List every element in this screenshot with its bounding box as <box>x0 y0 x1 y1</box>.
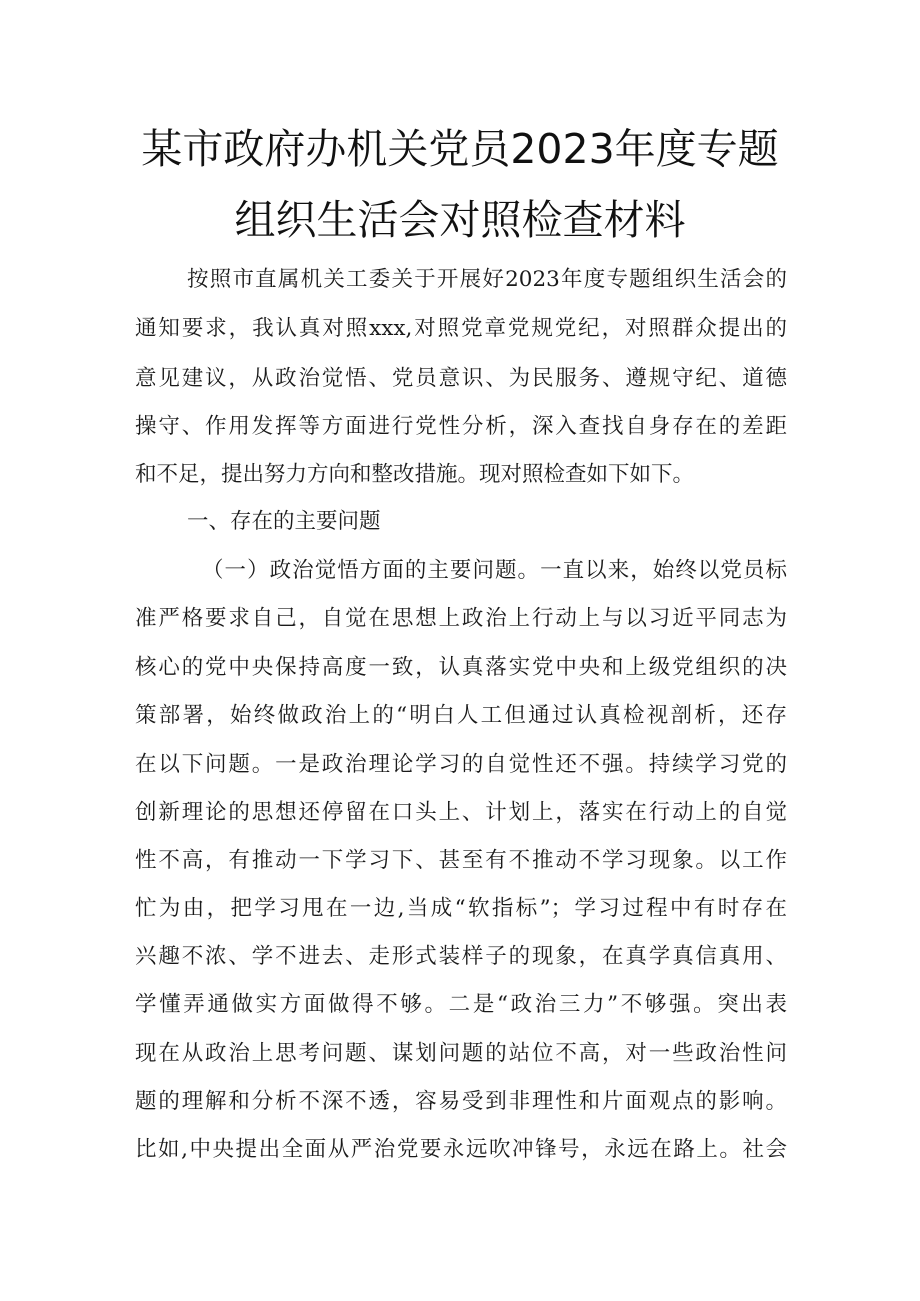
paragraph-2-line: （一）政治觉悟方面的主要问题。一直以来，始终以党员标 <box>202 558 787 583</box>
paragraph-1-line: 操守、作用发挥等方面进行党性分析，深入查找自身存在的差距 <box>135 414 787 439</box>
paragraph-2-line: 兴趣不浓、学不进去、走形式装样子的现象，在真学真信真用、 <box>135 944 787 969</box>
paragraph-2-line: 题的理解和分析不深不透，容易受到非理性和片面观点的影响。 <box>135 1089 787 1114</box>
paragraph-2-line: 策部署，始终做政治上的“明白人工但通过认真检视剖析，还存 <box>135 703 787 728</box>
paragraph-2-line: 准严格要求自己，自觉在思想上政治上行动上与以习近平同志为 <box>135 606 787 631</box>
document-title-line-1: 某市政府办机关党员2023年度专题 <box>141 125 779 173</box>
paragraph-2-line: 现在从政治上思考问题、谋划问题的站位不高，对一些政治性问 <box>135 1041 787 1066</box>
document-title-line-2: 组织生活会对照检查材料 <box>234 196 686 244</box>
paragraph-2-line: 在以下问题。一是政治理论学习的自觉性还不强。持续学习党的 <box>135 752 787 777</box>
paragraph-1-line: 和不足，提出努力方向和整改措施。现对照检查如下如下。 <box>135 462 695 487</box>
paragraph-2-line: 核心的党中央保持高度一致，认真落实党中央和上级党组织的决 <box>135 655 787 680</box>
section-heading: 一、存在的主要问题 <box>187 509 381 534</box>
paragraph-1-line: 意见建议，从政治觉悟、党员意识、为民服务、遵规守纪、道德 <box>135 366 787 391</box>
paragraph-2-line: 忙为由，把学习甩在一边,当成“软指标”；学习过程中有时存在 <box>135 896 787 921</box>
paragraph-2-line: 学懂弄通做实方面做得不够。二是“政治三力”不够强。突出表 <box>135 992 787 1017</box>
paragraph-2-line: 比如,中央提出全面从严治党要永远吹冲锋号，永远在路上。社会 <box>135 1137 787 1162</box>
paragraph-2-line: 性不高，有推动一下学习下、甚至有不推动不学习现象。以工作 <box>135 848 787 873</box>
paragraph-1-line: 通知要求，我认真对照xxx,对照党章党规党纪，对照群众提出的 <box>135 316 787 341</box>
paragraph-2-line: 创新理论的思想还停留在口头上、计划上，落实在行动上的自觉 <box>135 800 787 825</box>
paragraph-1-line: 按照市直属机关工委关于开展好2023年度专题组织生活会的 <box>187 267 787 292</box>
